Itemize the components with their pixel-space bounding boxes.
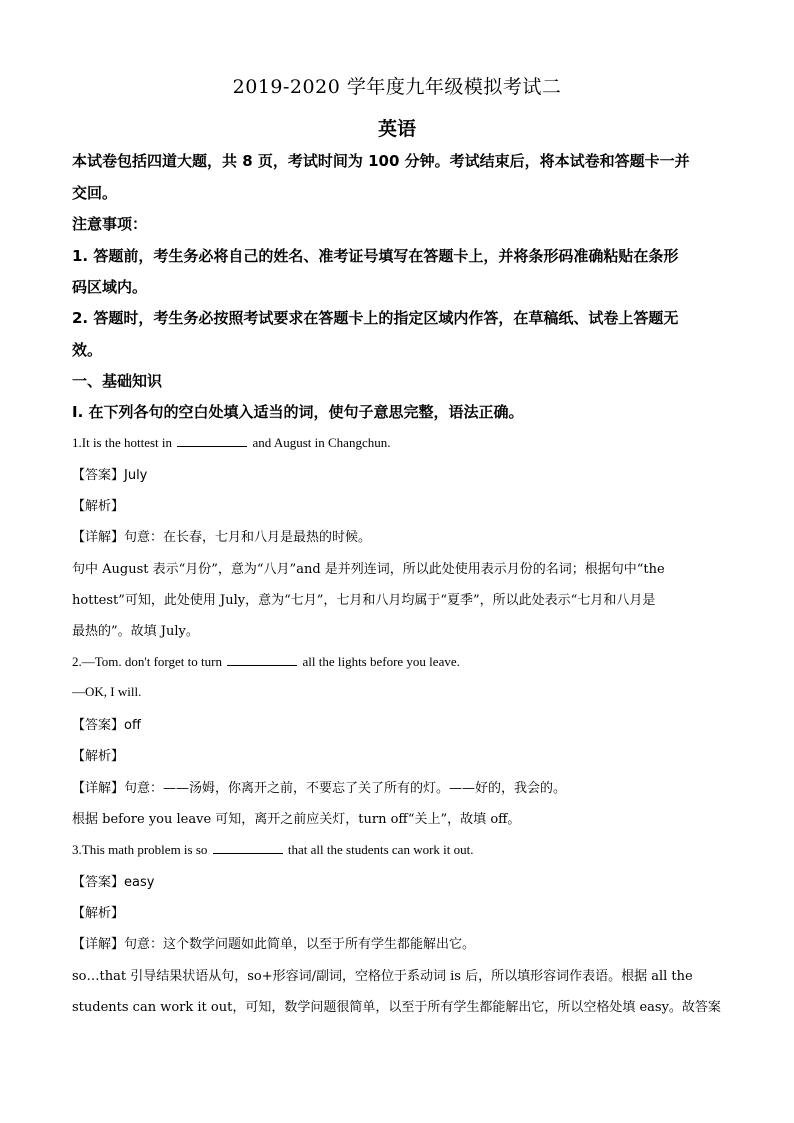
- note-2-line-2: 效。: [72, 341, 103, 359]
- question-2-detail: 【详解】句意：——汤姆，你离开之前，不要忘了关了所有的灯。——好的，我会的。: [72, 781, 567, 796]
- question-3-text-before: 3.This math problem is so: [72, 842, 208, 857]
- intro-line-2: 交回。: [72, 184, 118, 202]
- question-2-reply: —OK, I will.: [72, 684, 142, 699]
- question-3-explain-1: so…that 引导结果状语从句，so+形容词/副词，空格位于系动词 is 后，所以填形容词作表语。根据 all the: [72, 969, 693, 984]
- section-instruction: I. 在下列各句的空白处填入适当的词，使句子意思完整，语法正确。: [72, 403, 524, 421]
- section-heading: 一、基础知识: [72, 372, 163, 390]
- note-2-line-1: 2. 答题时，考生务必按照考试要求在答题卡上的指定区域内作答，在草稿纸、试卷上答题无: [72, 309, 679, 327]
- question-2-prompt: [72, 653, 724, 670]
- question-1-explain-1: 句中 August 表示“月份”，意为“八月”and 是并列连词，所以此处使用表示月份的名词；根据句中“the: [72, 562, 665, 577]
- question-1-text-before: 1.It is the hottest in: [72, 435, 173, 450]
- question-1-explain-2: hottest”可知，此处使用 July，意为“七月”，七月和八月均属于“夏季”，所以此处表示“七月和八月是: [72, 593, 656, 608]
- question-1-detail: 【详解】句意：在长春，七月和八月是最热的时候。: [72, 530, 372, 545]
- exam-title: 2019-2020 学年度九年级模拟考试二: [232, 76, 562, 98]
- question-2-blank: [227, 653, 297, 666]
- question-1-prompt: [72, 434, 724, 451]
- question-1-text-after: and August in Changchun.: [252, 435, 391, 450]
- question-1-answer: 【答案】July: [72, 468, 148, 483]
- question-1-explain-3: 最热的”。故填 July。: [72, 624, 199, 639]
- question-1-blank: [177, 434, 247, 447]
- question-3-text-after: that all the students can work it out.: [287, 842, 474, 857]
- subject-title: 英语: [377, 118, 416, 140]
- question-1-analysis: 【解析】: [72, 499, 125, 514]
- question-3-detail: 【详解】句意：这个数学问题如此简单，以至于所有学生都能解出它。: [72, 937, 476, 952]
- question-2-analysis: 【解析】: [72, 749, 125, 764]
- question-3-answer: 【答案】easy: [72, 875, 155, 890]
- question-2-text-after: all the lights before you leave.: [302, 654, 460, 669]
- note-1-line-1: 1. 答题前，考生务必将自己的姓名、准考证号填写在答题卡上，并将条形码准确粘贴在条形: [72, 247, 679, 265]
- question-2-explain-1: 根据 before you leave 可知，离开之前应关灯，turn off“关上”，故填 off。: [72, 812, 521, 827]
- question-3-prompt: [72, 841, 724, 858]
- note-1-line-2: 码区域内。: [72, 278, 148, 296]
- question-3-blank: [213, 841, 283, 854]
- intro-line-1: 本试卷包括四道大题，共 8 页，考试时间为 100 分钟。考试结束后，将本试卷和答题卡一并: [72, 152, 690, 170]
- question-3-explain-2: students can work it out，可知，数学问题很简单，以至于所有学生都能解出它，所以空格处填 easy。故答案: [72, 1000, 721, 1015]
- notice-heading: 注意事项：: [72, 215, 148, 233]
- question-3-analysis: 【解析】: [72, 906, 125, 921]
- question-2-text-before: 2.—Tom. don't forget to turn: [72, 654, 222, 669]
- question-2-answer: 【答案】off: [72, 718, 141, 733]
